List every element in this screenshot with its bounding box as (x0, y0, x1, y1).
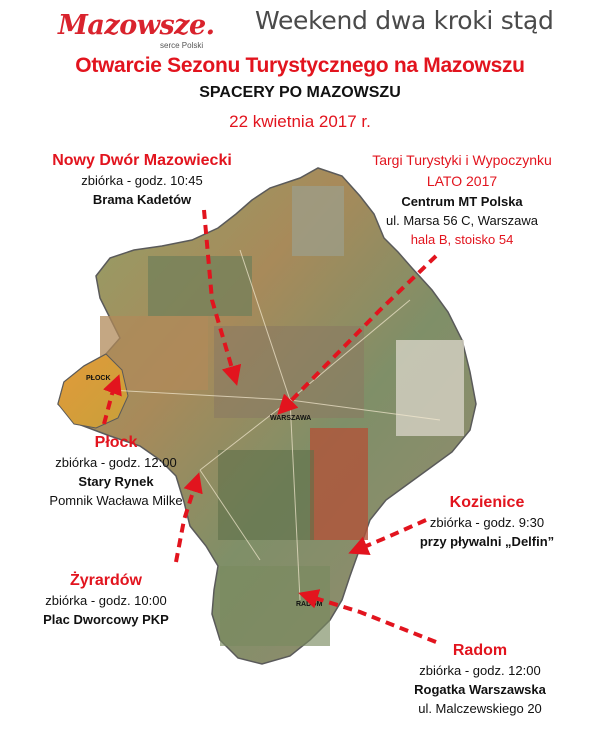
meeting-place: Rogatka Warszawska (414, 682, 546, 697)
photo-church (396, 340, 464, 436)
photo-town (214, 326, 364, 418)
meeting-detail: Pomnik Wacława Milke (49, 493, 183, 508)
location-zyrardow (6, 570, 206, 629)
targi-title: Targi Turystyki i Wypoczynku (372, 152, 552, 168)
meeting-time: zbiórka - godz. 12:00 (55, 455, 177, 470)
meeting-time: zbiórka - godz. 10:00 (45, 593, 167, 608)
city-name: Kozienice (449, 494, 525, 511)
map-label-radom: RADOM (296, 601, 323, 608)
meeting-time: zbiórka - godz. 9:30 (429, 515, 545, 530)
page-title: Otwarcie Sezonu Turystycznego na Mazowszu (75, 54, 525, 77)
logo-text: Mazowsze. (58, 10, 215, 41)
city-name: Radom (452, 642, 508, 659)
photo-forest (218, 450, 314, 540)
map-label-warszawa: WARSZAWA (270, 415, 312, 422)
location-nowy-dwor (12, 150, 272, 209)
event-date: 22 kwietnia 2017 r. (229, 112, 371, 131)
meeting-time: zbiórka - godz. 10:45 (81, 173, 203, 188)
meeting-time: zbiórka - godz. 12:00 (419, 663, 541, 678)
location-plock (0, 432, 232, 510)
city-name: Płock (94, 434, 138, 451)
map-label-plock: PŁOCK (86, 375, 111, 382)
city-name: Nowy Dwór Mazowiecki (52, 152, 232, 169)
targi-venue: Centrum MT Polska (401, 194, 523, 209)
meeting-detail: ul. Malczewskiego 20 (418, 701, 542, 716)
meeting-place: Brama Kadetów (92, 192, 192, 207)
photo-castle (292, 186, 344, 256)
location-radom (380, 640, 580, 718)
targi-address: ul. Marsa 56 C, Warszawa (386, 213, 538, 228)
meeting-place: Plac Dworcowy PKP (43, 612, 169, 627)
logo-subtitle: serce Polski (160, 41, 204, 50)
targi-title-2: LATO 2017 (426, 173, 498, 189)
location-targi (340, 150, 584, 249)
location-kozienice (382, 492, 592, 551)
targi-hall: hala B, stoisko 54 (410, 232, 514, 247)
meeting-place: przy pływalni „Delfin” (419, 534, 555, 549)
photo-tower (310, 428, 368, 540)
city-name: Żyrardów (69, 572, 142, 589)
plock-district (58, 354, 128, 428)
tagline: Weekend dwa kroki stąd (255, 6, 554, 35)
page-subtitle: SPACERY PO MAZOWSZU (199, 84, 401, 101)
meeting-place: Stary Rynek (78, 474, 154, 489)
photo-palace (148, 256, 252, 316)
